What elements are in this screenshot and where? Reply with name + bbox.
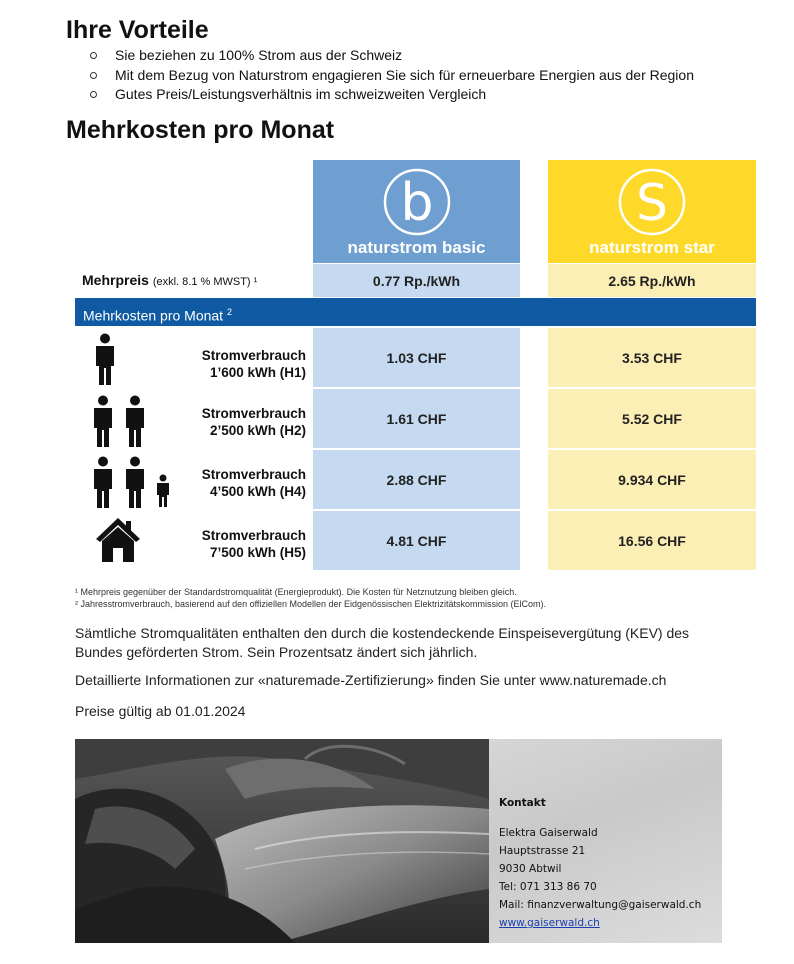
row-star-value: 9.934 CHF xyxy=(548,450,756,509)
website-link[interactable]: www.gaiserwald.ch xyxy=(499,917,600,929)
contact-org: Elektra Gaiserwald xyxy=(499,827,598,839)
bullet-icon xyxy=(90,52,97,59)
row-basic-value: 4.81 CHF xyxy=(313,511,520,570)
contact-box xyxy=(489,739,722,943)
svg-text:S: S xyxy=(636,174,668,232)
house-icon xyxy=(95,517,141,563)
contact-details xyxy=(499,824,701,932)
kev-paragraph: Sämtliche Stromqualitäten enthalten den durch die kostendeckende Einspeisevergütung (KEV) des Bundes geförderten Strom. Sein Prozentsatz ändert sich jährlich. xyxy=(75,625,690,660)
contact-title: Kontakt xyxy=(499,797,546,809)
surcharge-label: Mehrpreis (exkl. 8.1 % MWST) ¹ xyxy=(82,272,258,288)
person-icon xyxy=(93,333,117,385)
surcharge-star: 2.65 Rp./kWh xyxy=(548,264,756,297)
bullet-icon xyxy=(90,72,97,79)
list-item: Sie beziehen zu 100% Strom aus der Schweiz xyxy=(90,46,694,66)
costs-heading: Mehrkosten pro Monat xyxy=(66,116,335,144)
star-logo-icon xyxy=(616,168,688,236)
list-item: Gutes Preis/Leistungsverhältnis im schweizweiten Vergleich xyxy=(90,85,694,105)
row-basic-value: 1.61 CHF xyxy=(313,389,520,448)
row-star-value: 5.52 CHF xyxy=(548,389,756,448)
row-label: Stromverbrauch 4’500 kWh (H4) xyxy=(201,467,306,499)
advantages-heading: Ihre Vorteile xyxy=(66,16,209,44)
surcharge-basic: 0.77 Rp./kWh xyxy=(313,264,520,297)
validity-paragraph: Preise gültig ab 01.01.2024 xyxy=(75,703,246,719)
footnote-2: ² Jahresstromverbrauch, basierend auf den offiziellen Modellen der Eidgenössischen Elektrizitätskommission (ElCom). xyxy=(75,599,547,609)
details-paragraph: Detaillierte Informationen zur «naturemade-Zertifizierung» finden Sie unter www.naturemade.ch xyxy=(75,672,667,688)
contact-phone: Tel: 071 313 86 70 xyxy=(499,881,597,893)
row-star-value: 3.53 CHF xyxy=(548,328,756,387)
footnote-1: ¹ Mehrpreis gegenüber der Standardstromqualität (Energieprodukt). Die Kosten für Netznutzung bleiben gleich. xyxy=(75,587,517,597)
row-label: Stromverbrauch 2’500 kWh (H2) xyxy=(201,406,306,438)
row-basic-value: 1.03 CHF xyxy=(313,328,520,387)
basic-logo-icon xyxy=(381,168,453,236)
row-label: Stromverbrauch 7’500 kWh (H5) xyxy=(201,528,306,560)
basic-header xyxy=(313,160,520,263)
row-basic-value: 2.88 CHF xyxy=(313,450,520,509)
basic-title: naturstrom basic xyxy=(347,238,486,257)
row-star-value: 16.56 CHF xyxy=(548,511,756,570)
list-item: Mit dem Bezug von Naturstrom engagieren Sie sich für erneuerbare Energien aus der Region xyxy=(90,66,694,86)
river-image xyxy=(75,739,489,943)
family-icon xyxy=(92,456,172,508)
row-label: Stromverbrauch 1’600 kWh (H1) xyxy=(201,348,306,380)
contact-mail: Mail: finanzverwaltung@gaiserwald.ch xyxy=(499,899,702,911)
contact-city: 9030 Abtwil xyxy=(499,863,562,875)
star-title: naturstrom star xyxy=(589,238,715,257)
star-header xyxy=(548,160,756,263)
svg-text:b: b xyxy=(399,173,434,233)
advantages-list xyxy=(90,46,694,105)
two-persons-icon xyxy=(92,395,148,447)
bullet-icon xyxy=(90,91,97,98)
monthly-costs-band: Mehrkosten pro Monat $^2$ xyxy=(75,298,756,326)
river-photo xyxy=(75,739,489,943)
contact-street: Hauptstrasse 21 xyxy=(499,845,586,857)
